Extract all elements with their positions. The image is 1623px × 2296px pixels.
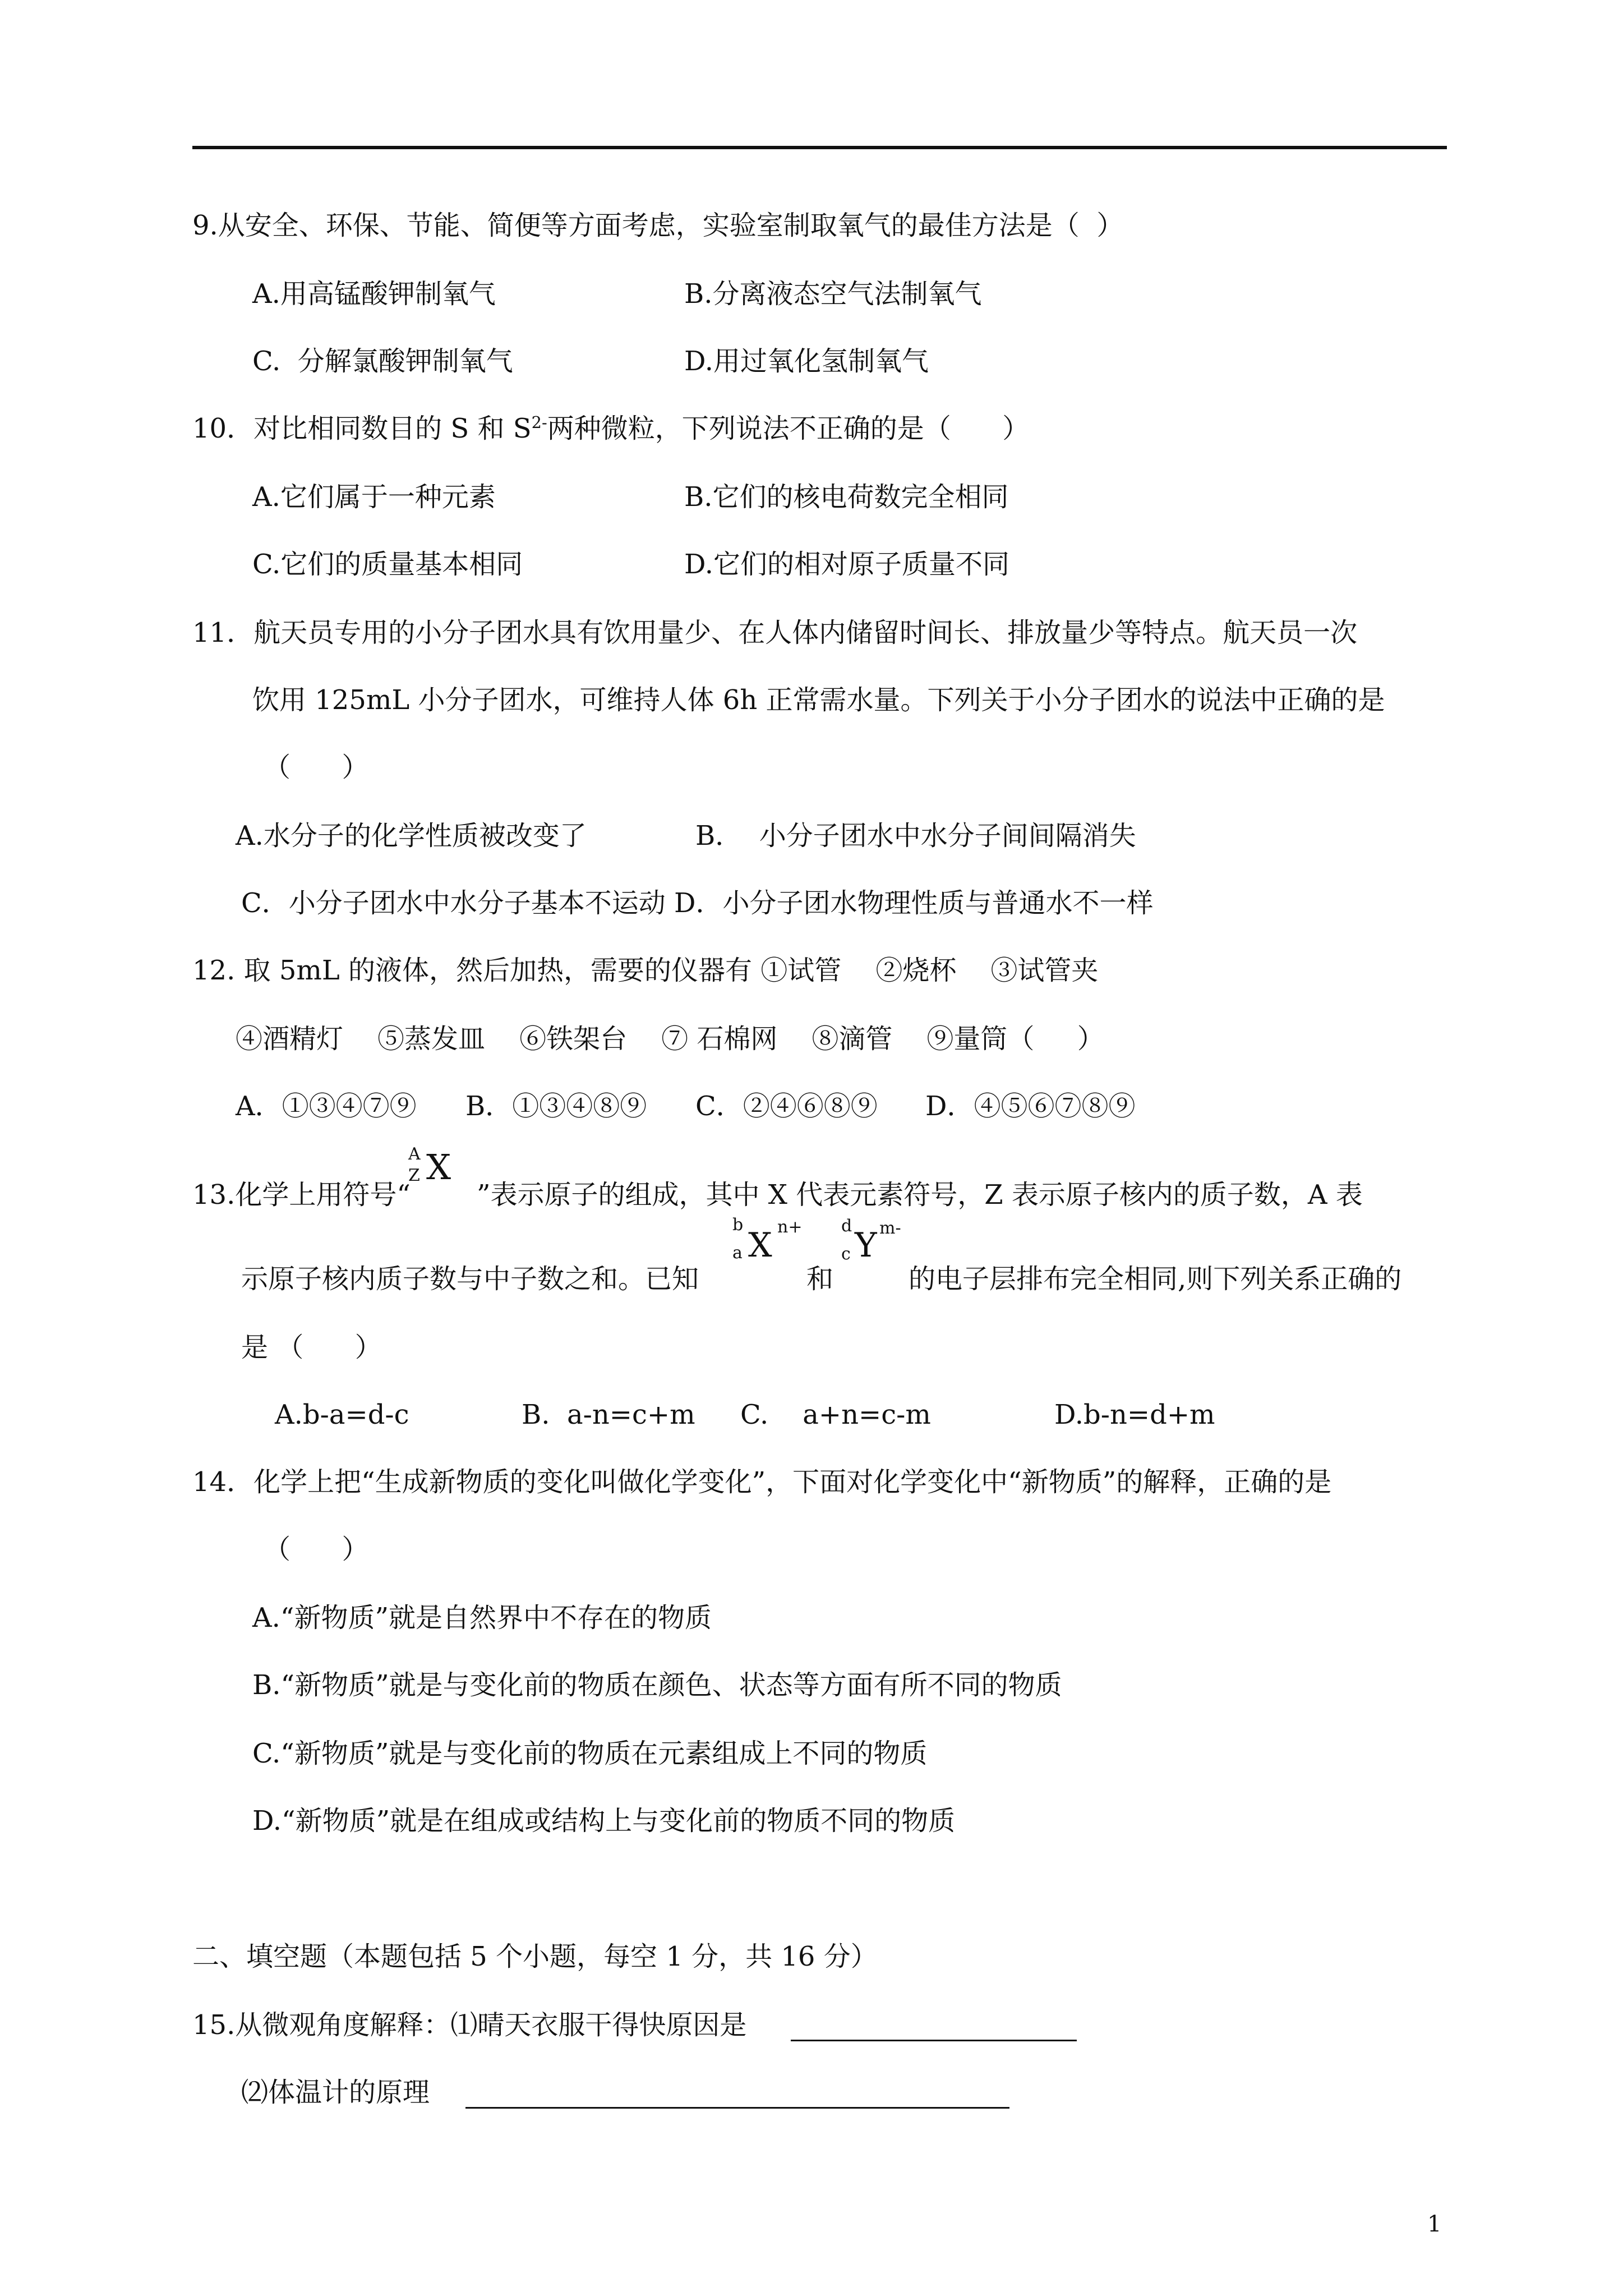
q13-option-a: A.b-a=d-c [275,1399,409,1430]
q13-stem-line1-suffix: ”表示原子的组成，其中 X 代表元素符号，Z 表示原子核内的质子数，A 表 [477,1179,1363,1211]
q12-stem-line2: ④酒精灯 ⑤蒸发皿 ⑥铁架台 ⑦ 石棉网 ⑧滴管 ⑨量筒（ ） [236,1023,1104,1055]
q10-ion-charge: 2- [531,413,547,432]
ion-y-charge: m- [879,1218,901,1238]
q14-option-b: B.“新物质”就是与变化前的物质在颜色、状态等方面有所不同的物质 [252,1669,1062,1701]
q10-option-c: C.它们的质量基本相同 [252,549,523,580]
q12-option-a: A．①③④⑦⑨ [236,1091,417,1122]
q11-option-a: A.水分子的化学性质被改变了 [236,820,587,852]
ion-x-charge: n+ [777,1217,803,1237]
q13-stem-line2-and: 和 [806,1263,834,1295]
q13-option-d: D.b-n=d+m [1054,1399,1215,1430]
q12-option-c: C．②④⑥⑧⑨ [695,1091,878,1122]
q14-stem-line2: （ ） [264,1534,369,1565]
section2-title: 二、填空题（本题包括 5 个小题，每空 1 分，共 16 分） [192,1941,878,1972]
q12-option-b: B．①③④⑧⑨ [465,1091,647,1122]
nuclide-atomic-number: Z [408,1166,420,1185]
page-number: 1 [1427,2211,1442,2237]
q10-stem: 10．对比相同数目的 S 和 $S^{2-}$两种微粒，下列说法不正确的是（ ） [192,413,1030,444]
q14-option-d: D.“新物质”就是在组成或结构上与变化前的物质不同的物质 [252,1805,956,1837]
q15-answer-blank-1[interactable] [791,2040,1077,2041]
ion-x-element: X [748,1226,772,1265]
q11-stem-line3: （ ） [264,752,369,783]
q9-option-a: A.用高锰酸钾制氧气 [252,278,496,310]
q13-stem-line2-prefix: 示原子核内质子数与中子数之和。已知 [241,1263,699,1295]
q11-option-b: B． 小分子团水中水分子间间隔消失 [695,820,1136,852]
q13-option-c: C. a+n=c-m [740,1399,931,1430]
q9-option-b: B.分离液态空气法制氧气 [684,278,982,310]
q15-line2: ⑵体温计的原理 [241,2077,430,2108]
q11-option-cd: C．小分子团水中水分子基本不运动 D．小分子团水物理性质与普通水不一样 [241,887,1154,919]
q12-option-d: D．④⑤⑥⑦⑧⑨ [925,1091,1136,1122]
q10-option-d: D.它们的相对原子质量不同 [684,549,1010,580]
q14-stem-line1: 14．化学上把“生成新物质的变化叫做化学变化”，下面对化学变化中“新物质”的解释，正确的是 [192,1466,1332,1498]
q11-stem-line1: 11．航天员专用的小分子团水具有饮用量少、在人体内储留时间长、排放量少等特点。航天员一次 [192,617,1358,648]
nuclide-mass-number: A [408,1144,421,1164]
nuclide-element: X [426,1147,451,1188]
q15-answer-blank-2[interactable] [465,2107,1009,2109]
q11-stem-line2: 饮用 125mL 小分子团水，可维持人体 6h 正常需水量。下列关于小分子团水的说法中正确的是 [252,684,1385,716]
q14-option-c: C.“新物质”就是与变化前的物质在元素组成上不同的物质 [252,1738,928,1769]
q10-option-b: B.它们的核电荷数完全相同 [684,481,1009,513]
ion-y-atomic-number: c [841,1244,851,1264]
q15-line1: 15.从微观角度解释：⑴晴天衣服干得快原因是 [192,2009,747,2041]
q9-option-d: D.用过氧化氢制氧气 [684,346,929,377]
q9-option-c: C. 分解氯酸钾制氧气 [252,346,513,377]
q13-stem-line2-suffix: 的电子层排布完全相同,则下列关系正确的 [909,1263,1402,1295]
ion-y-mass-number: d [841,1216,852,1236]
q12-stem-line1: 12. 取 5mL 的液体，然后加热，需要的仪器有 ①试管 ②烧杯 ③试管夹 [192,955,1099,986]
header-rule [192,146,1447,149]
q9-stem: 9.从安全、环保、节能、简便等方面考虑，实验室制取氧气的最佳方法是（ ） [192,210,1124,241]
q14-option-a: A.“新物质”就是自然界中不存在的物质 [252,1602,712,1634]
q13-option-b: B. a-n=c+m [522,1399,695,1430]
q10-option-a: A.它们属于一种元素 [252,481,496,513]
q13-stem-line3: 是 （ ） [241,1332,382,1363]
ion-x-atomic-number: a [732,1243,743,1263]
q13-stem-line1-prefix: 13.化学上用符号“ [192,1179,411,1211]
ion-x-mass-number: b [732,1215,744,1235]
ion-y-element: Y [855,1226,877,1265]
